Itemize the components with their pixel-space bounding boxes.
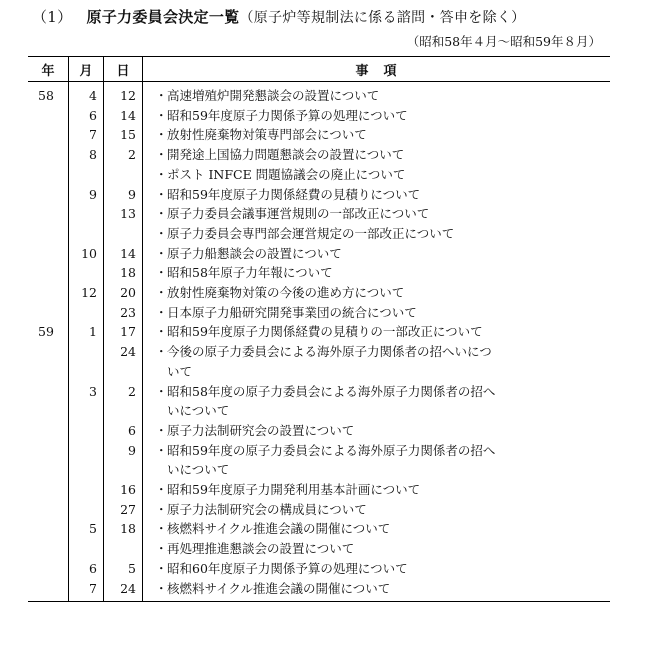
bullet-mark: ・ (155, 580, 168, 596)
year-cell (28, 106, 69, 126)
day-cell: 14 (104, 244, 143, 264)
day-cell: 24 (104, 342, 143, 362)
bullet-mark: ・ (155, 501, 168, 517)
table-row (28, 441, 610, 461)
item-cell (143, 500, 611, 520)
month-cell: 7 (69, 579, 104, 602)
day-cell (104, 401, 143, 421)
item-cell (143, 283, 611, 303)
table-row (28, 460, 610, 480)
item-cell (143, 185, 611, 205)
item-text: いについて (167, 462, 230, 478)
table-body (28, 82, 610, 602)
table-row (28, 579, 610, 602)
year-cell (28, 539, 69, 559)
decision-table (28, 56, 610, 602)
table-row (28, 539, 610, 559)
item-cell (143, 421, 611, 441)
year-cell (28, 204, 69, 224)
day-cell: 9 (104, 185, 143, 205)
day-cell: 12 (104, 82, 143, 106)
item-text: 昭和59年度原子力関係経費の見積りについて (167, 186, 421, 202)
year-cell (28, 125, 69, 145)
table-row (28, 421, 610, 441)
table-row (28, 224, 610, 244)
table-row (28, 82, 610, 106)
year-cell (28, 519, 69, 539)
bullet-mark: ・ (155, 285, 168, 301)
month-cell (69, 303, 104, 323)
day-cell (104, 460, 143, 480)
item-text: 原子力委員会議事運営規則の一部改正について (167, 206, 430, 222)
month-cell: 9 (69, 185, 104, 205)
table-row (28, 480, 610, 500)
bullet-mark: ・ (155, 422, 168, 438)
item-cell (143, 441, 611, 461)
item-cell (143, 342, 611, 362)
year-cell (28, 244, 69, 264)
month-cell (69, 480, 104, 500)
item-cell (143, 539, 611, 559)
table-row (28, 204, 610, 224)
day-cell: 5 (104, 559, 143, 579)
day-cell (104, 165, 143, 185)
year-cell (28, 165, 69, 185)
item-cell (143, 519, 611, 539)
year-cell (28, 224, 69, 244)
item-text: 核燃料サイクル推進会議の開催について (167, 580, 391, 596)
item-cell (143, 106, 611, 126)
table-row (28, 519, 610, 539)
day-cell: 9 (104, 441, 143, 461)
bullet-mark: ・ (155, 541, 168, 557)
column-header-item-label: 事 項 (355, 63, 398, 79)
month-cell (69, 539, 104, 559)
year-cell (28, 382, 69, 402)
bullet-mark: ・ (155, 147, 168, 163)
month-cell: 6 (69, 559, 104, 579)
item-cell (143, 460, 611, 480)
year-cell (28, 441, 69, 461)
title-note: （原子炉等規制法に係る諮問・答申を除く） (239, 10, 526, 26)
bullet-mark: ・ (155, 88, 168, 103)
table-row (28, 559, 610, 579)
column-header-year: 年 (28, 57, 69, 82)
year-cell (28, 480, 69, 500)
item-text: いについて (167, 403, 230, 419)
year-cell: 58 (28, 82, 69, 106)
bullet-mark: ・ (155, 107, 168, 123)
item-text: 昭和59年度原子力関係予算の処理について (167, 107, 408, 123)
column-header-day: 日 (104, 57, 143, 82)
year-cell (28, 421, 69, 441)
month-cell (69, 224, 104, 244)
day-cell: 14 (104, 106, 143, 126)
day-cell: 13 (104, 204, 143, 224)
bullet-mark: ・ (155, 245, 168, 261)
month-cell: 4 (69, 82, 104, 106)
table-row (28, 322, 610, 342)
bullet-mark: ・ (155, 383, 168, 399)
period-range: （昭和58年４月～昭和59年８月） (406, 34, 601, 49)
month-cell: 10 (69, 244, 104, 264)
item-text: ポスト INFCE 問題協議会の廃止について (167, 166, 406, 182)
day-cell: 18 (104, 519, 143, 539)
day-cell: 6 (104, 421, 143, 441)
bullet-mark: ・ (155, 344, 168, 360)
table-row (28, 244, 610, 264)
table-row (28, 303, 610, 323)
table-row (28, 362, 610, 382)
page-title (32, 6, 632, 27)
item-cell (143, 263, 611, 283)
table-row (28, 185, 610, 205)
month-cell (69, 421, 104, 441)
bullet-mark: ・ (155, 127, 168, 143)
year-cell (28, 145, 69, 165)
year-cell (28, 579, 69, 602)
item-cell (143, 362, 611, 382)
day-cell: 24 (104, 579, 143, 602)
item-text: 日本原子力船研究開発事業団の統合について (167, 304, 417, 320)
item-text: 核燃料サイクル推進会議の開催について (167, 521, 391, 537)
year-cell (28, 283, 69, 303)
bullet-mark: ・ (155, 166, 168, 182)
day-cell (104, 224, 143, 244)
table-row (28, 165, 610, 185)
year-cell (28, 500, 69, 520)
year-cell (28, 401, 69, 421)
item-text: 高速増殖炉開発懇談会の設置について (167, 88, 380, 103)
table-header (28, 57, 610, 82)
item-text: 放射性廃棄物対策専門部会について (167, 127, 367, 143)
day-cell: 17 (104, 322, 143, 342)
month-cell: 1 (69, 322, 104, 342)
month-cell (69, 500, 104, 520)
month-cell (69, 441, 104, 461)
item-text: 放射性廃棄物対策の今後の進め方について (167, 285, 405, 301)
year-cell (28, 460, 69, 480)
year-cell (28, 362, 69, 382)
month-cell (69, 460, 104, 480)
bullet-mark: ・ (155, 206, 168, 222)
day-cell: 2 (104, 145, 143, 165)
item-text: 再処理推進懇談会の設置について (167, 541, 355, 557)
item-text: 今後の原子力委員会による海外原子力関係者の招へいにつ (167, 344, 492, 360)
bullet-mark: ・ (155, 442, 168, 458)
item-cell (143, 244, 611, 264)
month-cell: 3 (69, 382, 104, 402)
bullet-mark: ・ (155, 225, 168, 241)
day-cell: 27 (104, 500, 143, 520)
day-cell: 18 (104, 263, 143, 283)
item-cell (143, 204, 611, 224)
item-text: 昭和59年度の原子力委員会による海外原子力関係者の招へ (167, 442, 496, 458)
item-text: 昭和58年度の原子力委員会による海外原子力関係者の招へ (167, 383, 496, 399)
month-cell (69, 204, 104, 224)
day-cell: 2 (104, 382, 143, 402)
table-row (28, 382, 610, 402)
table-row (28, 401, 610, 421)
month-cell: 7 (69, 125, 104, 145)
item-text: 原子力船懇談会の設置について (167, 245, 342, 261)
day-cell (104, 362, 143, 382)
item-text: 開発途上国協力問題懇談会の設置について (167, 147, 405, 163)
day-cell: 20 (104, 283, 143, 303)
month-cell (69, 263, 104, 283)
year-cell (28, 263, 69, 283)
year-cell (28, 559, 69, 579)
item-cell (143, 224, 611, 244)
item-cell (143, 82, 611, 106)
bullet-mark: ・ (155, 482, 168, 498)
item-text: 原子力法制研究会の設置について (167, 422, 355, 438)
table-row (28, 263, 610, 283)
item-cell (143, 480, 611, 500)
item-cell (143, 322, 611, 342)
bullet-mark: ・ (155, 560, 168, 576)
column-header-item (143, 57, 611, 82)
bullet-mark: ・ (155, 304, 168, 320)
day-cell: 15 (104, 125, 143, 145)
item-text: いて (167, 363, 193, 379)
item-cell (143, 579, 611, 602)
item-text: 昭和59年度原子力関係経費の見積りの一部改正について (167, 324, 483, 340)
month-cell (69, 362, 104, 382)
month-cell: 8 (69, 145, 104, 165)
day-cell (104, 539, 143, 559)
item-cell (143, 559, 611, 579)
column-header-month: 月 (69, 57, 104, 82)
month-cell (69, 165, 104, 185)
section-number: （1） (32, 8, 73, 26)
item-cell (143, 382, 611, 402)
year-cell (28, 185, 69, 205)
month-cell: 12 (69, 283, 104, 303)
year-cell: 59 (28, 322, 69, 342)
item-text: 原子力委員会専門部会運営規定の一部改正について (167, 225, 455, 241)
header-row (28, 57, 610, 82)
item-cell (143, 303, 611, 323)
day-cell: 23 (104, 303, 143, 323)
item-text: 昭和60年度原子力関係予算の処理について (167, 560, 408, 576)
bullet-mark: ・ (155, 521, 168, 537)
table-row (28, 106, 610, 126)
table-row (28, 125, 610, 145)
table-row (28, 145, 610, 165)
month-cell: 6 (69, 106, 104, 126)
item-cell (143, 401, 611, 421)
day-cell: 16 (104, 480, 143, 500)
month-cell: 5 (69, 519, 104, 539)
year-cell (28, 342, 69, 362)
bullet-mark: ・ (155, 186, 168, 202)
month-cell (69, 342, 104, 362)
item-text: 昭和58年原子力年報について (167, 265, 333, 281)
month-cell (69, 401, 104, 421)
item-text: 昭和59年度原子力開発利用基本計画について (167, 482, 421, 498)
item-cell (143, 125, 611, 145)
item-text: 原子力法制研究会の構成員について (167, 501, 367, 517)
item-cell (143, 165, 611, 185)
table-row (28, 500, 610, 520)
year-cell (28, 303, 69, 323)
table-row (28, 342, 610, 362)
table-row (28, 283, 610, 303)
item-cell (143, 145, 611, 165)
bullet-mark: ・ (155, 265, 168, 281)
bullet-mark: ・ (155, 324, 168, 340)
title-text: 原子力委員会決定一覧 (86, 8, 240, 26)
